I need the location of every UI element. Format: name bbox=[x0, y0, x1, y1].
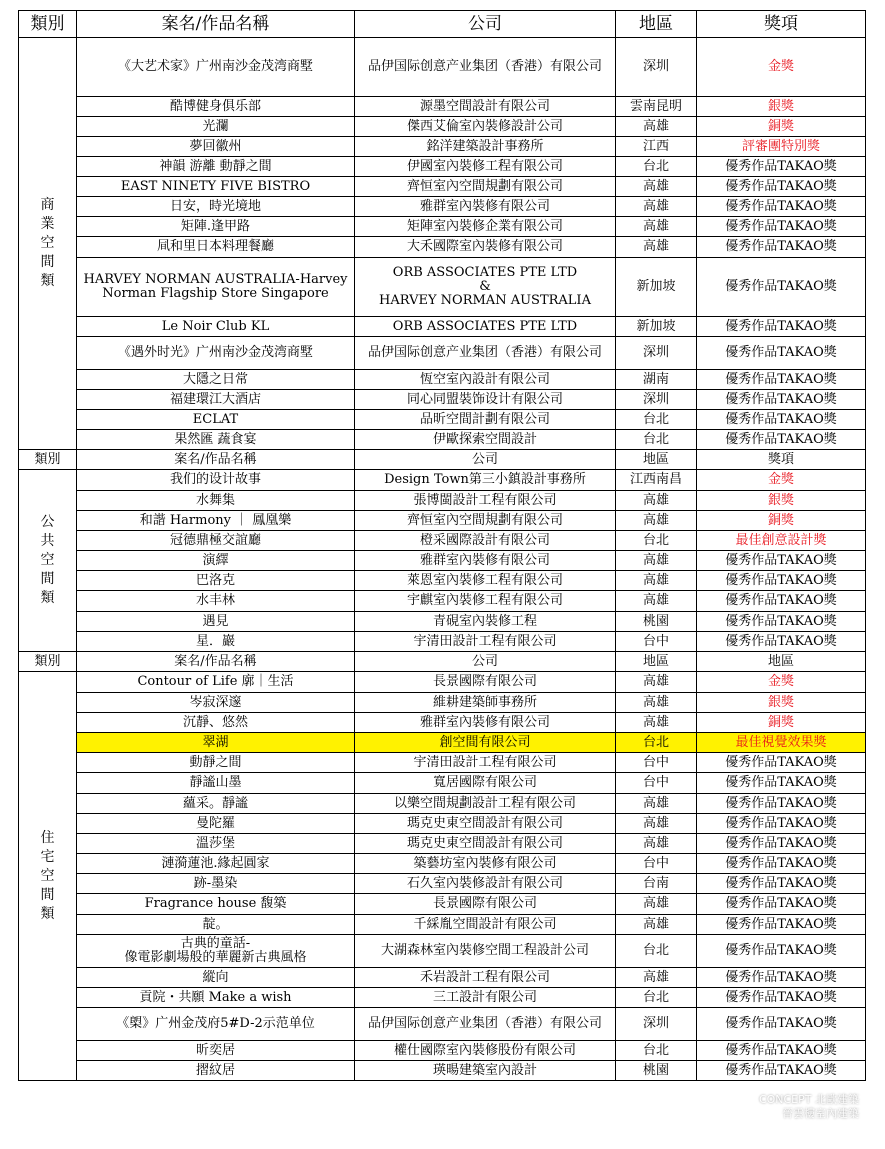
region-cell: 台中 bbox=[616, 632, 697, 652]
award-cell: 金獎 bbox=[697, 38, 866, 97]
region-cell: 新加坡 bbox=[616, 258, 697, 317]
region-cell: 台中 bbox=[616, 753, 697, 773]
company-cell: 瑛暘建築室內設計 bbox=[355, 1061, 616, 1081]
work-cell: 古典的童話- 像電影劇場般的華麗新古典風格 bbox=[77, 935, 355, 968]
table-row bbox=[19, 157, 866, 177]
award-cell: 優秀作品TAKAO獎 bbox=[697, 915, 866, 935]
table-row bbox=[19, 390, 866, 410]
table-row bbox=[19, 430, 866, 450]
award-cell: 優秀作品TAKAO獎 bbox=[697, 1041, 866, 1061]
work-cell: 縱向 bbox=[77, 968, 355, 988]
award-cell: 優秀作品TAKAO獎 bbox=[697, 773, 866, 794]
header-company: 公司 bbox=[355, 11, 616, 38]
work-cell: 岑寂深邃 bbox=[77, 693, 355, 713]
work-cell: 演繹 bbox=[77, 551, 355, 571]
table-body bbox=[19, 38, 866, 1081]
work-cell: 我们的设计故事 bbox=[77, 470, 355, 491]
work-cell: 遇見 bbox=[77, 612, 355, 632]
subheader-category: 類別 bbox=[19, 450, 77, 470]
region-cell: 高雄 bbox=[616, 693, 697, 713]
company-cell: 齊恒室內空間規劃有限公司 bbox=[355, 177, 616, 197]
award-cell: 銀獎 bbox=[697, 693, 866, 713]
table-row bbox=[19, 177, 866, 197]
header-region: 地區 bbox=[616, 11, 697, 38]
work-cell: 水丰林 bbox=[77, 591, 355, 612]
award-cell: 優秀作品TAKAO獎 bbox=[697, 1008, 866, 1041]
work-cell: 凬和里日本料理餐廳 bbox=[77, 237, 355, 258]
company-cell: 伊歐探索空間設計 bbox=[355, 430, 616, 450]
work-cell: 昕奕居 bbox=[77, 1041, 355, 1061]
company-cell: 三工設計有限公司 bbox=[355, 988, 616, 1008]
region-cell: 高雄 bbox=[616, 591, 697, 612]
region-cell: 新加坡 bbox=[616, 317, 697, 337]
watermark-line1: CONCEPT 北歐建築 bbox=[758, 1093, 859, 1106]
company-cell: 雅群室內裝修有限公司 bbox=[355, 713, 616, 733]
region-cell: 台北 bbox=[616, 531, 697, 551]
work-cell: 光瀾 bbox=[77, 117, 355, 137]
header-category: 類別 bbox=[19, 11, 77, 38]
company-cell: 品伊国际创意产业集团（香港）有限公司 bbox=[355, 337, 616, 370]
work-cell: 酷博健身俱乐部 bbox=[77, 97, 355, 117]
region-cell: 江西 bbox=[616, 137, 697, 157]
subheader-work: 案名/作品名稱 bbox=[77, 450, 355, 470]
company-cell: 恆空室內設計有限公司 bbox=[355, 370, 616, 390]
work-cell: Fragrance house 馥築 bbox=[77, 894, 355, 915]
work-cell: 沉靜、悠然 bbox=[77, 713, 355, 733]
work-cell: 星．巖 bbox=[77, 632, 355, 652]
company-cell: 宇麒室內裝修工程有限公司 bbox=[355, 591, 616, 612]
award-cell: 優秀作品TAKAO獎 bbox=[697, 337, 866, 370]
work-cell: 巴洛克 bbox=[77, 571, 355, 591]
work-cell: 《遇外时光》广州南沙金茂湾商墅 bbox=[77, 337, 355, 370]
company-cell: 宇清田設計工程有限公司 bbox=[355, 753, 616, 773]
region-cell: 高雄 bbox=[616, 834, 697, 854]
subheader-category: 類別 bbox=[19, 652, 77, 672]
work-cell: 漣漪蓮池.緣起圓家 bbox=[77, 854, 355, 874]
work-cell: 矩陣.逢甲路 bbox=[77, 217, 355, 237]
region-cell: 湖南 bbox=[616, 370, 697, 390]
region-cell: 台北 bbox=[616, 157, 697, 177]
region-cell: 台北 bbox=[616, 988, 697, 1008]
company-cell: 品伊国际创意产业集团（香港）有限公司 bbox=[355, 38, 616, 97]
work-cell: 蘊采。靜謐 bbox=[77, 794, 355, 814]
award-cell: 優秀作品TAKAO獎 bbox=[697, 217, 866, 237]
section-subheader-row bbox=[19, 450, 866, 470]
region-cell: 高雄 bbox=[616, 794, 697, 814]
award-cell: 優秀作品TAKAO獎 bbox=[697, 551, 866, 571]
award-cell: 優秀作品TAKAO獎 bbox=[697, 874, 866, 894]
table-row bbox=[19, 794, 866, 814]
award-cell: 優秀作品TAKAO獎 bbox=[697, 237, 866, 258]
company-cell: 維耕建築師事務所 bbox=[355, 693, 616, 713]
work-cell: ECLAT bbox=[77, 410, 355, 430]
company-cell: 長景國際有限公司 bbox=[355, 672, 616, 693]
region-cell: 高雄 bbox=[616, 713, 697, 733]
table-row bbox=[19, 410, 866, 430]
region-cell: 高雄 bbox=[616, 915, 697, 935]
work-cell: 摺紋居 bbox=[77, 1061, 355, 1081]
category-cell bbox=[19, 470, 77, 652]
subheader-company: 公司 bbox=[355, 652, 616, 672]
company-cell: 宇清田設計工程有限公司 bbox=[355, 632, 616, 652]
table-row bbox=[19, 337, 866, 370]
table-row bbox=[19, 814, 866, 834]
region-cell: 高雄 bbox=[616, 968, 697, 988]
company-cell: 同心同盟裝饰设计有限公司 bbox=[355, 390, 616, 410]
award-cell: 優秀作品TAKAO獎 bbox=[697, 894, 866, 915]
award-cell: 優秀作品TAKAO獎 bbox=[697, 370, 866, 390]
company-cell: 橙采國際設計有限公司 bbox=[355, 531, 616, 551]
table-row bbox=[19, 935, 866, 968]
subheader-region: 地區 bbox=[616, 450, 697, 470]
region-cell: 台北 bbox=[616, 430, 697, 450]
award-cell: 優秀作品TAKAO獎 bbox=[697, 834, 866, 854]
table-row bbox=[19, 773, 866, 794]
company-cell: 矩陣室內裝修企業有限公司 bbox=[355, 217, 616, 237]
company-cell: 齊恒室內空間規劃有限公司 bbox=[355, 511, 616, 531]
award-cell: 優秀作品TAKAO獎 bbox=[697, 197, 866, 217]
award-cell: 銅獎 bbox=[697, 713, 866, 733]
table-row bbox=[19, 968, 866, 988]
region-cell: 桃園 bbox=[616, 612, 697, 632]
table-row bbox=[19, 733, 866, 753]
table-row bbox=[19, 571, 866, 591]
table-row bbox=[19, 137, 866, 157]
region-cell: 台南 bbox=[616, 874, 697, 894]
company-cell: 萊恩室內裝修工程有限公司 bbox=[355, 571, 616, 591]
work-cell: HARVEY NORMAN AUSTRALIA-Harvey Norman Flagship Store Singapore bbox=[77, 258, 355, 317]
region-cell: 桃園 bbox=[616, 1061, 697, 1081]
subheader-work: 案名/作品名稱 bbox=[77, 652, 355, 672]
company-cell: 大湖森林室內裝修空間工程設計公司 bbox=[355, 935, 616, 968]
award-cell: 優秀作品TAKAO獎 bbox=[697, 317, 866, 337]
company-cell: 雅群室內裝修有限公司 bbox=[355, 551, 616, 571]
table-row bbox=[19, 317, 866, 337]
award-cell: 優秀作品TAKAO獎 bbox=[697, 753, 866, 773]
company-cell: 雅群室內裝修有限公司 bbox=[355, 197, 616, 217]
award-cell: 優秀作品TAKAO獎 bbox=[697, 410, 866, 430]
work-cell: 冠德鼎極交誼廳 bbox=[77, 531, 355, 551]
work-cell: 神韻 游離 動靜之間 bbox=[77, 157, 355, 177]
company-cell: 以樂空間規劃設計工程有限公司 bbox=[355, 794, 616, 814]
company-cell: 銘洋建築設計事務所 bbox=[355, 137, 616, 157]
table-row bbox=[19, 97, 866, 117]
table-row bbox=[19, 491, 866, 511]
work-cell: 《大艺术家》广州南沙金茂湾商墅 bbox=[77, 38, 355, 97]
watermark-line2: 晉雲樓室內建築 bbox=[782, 1107, 859, 1120]
company-cell: 張博閩設計工程有限公司 bbox=[355, 491, 616, 511]
award-cell: 優秀作品TAKAO獎 bbox=[697, 258, 866, 317]
company-cell: 青硯室內裝修工程 bbox=[355, 612, 616, 632]
award-cell: 優秀作品TAKAO獎 bbox=[697, 612, 866, 632]
company-cell: 創空間有限公司 bbox=[355, 733, 616, 753]
table-row bbox=[19, 988, 866, 1008]
table-row bbox=[19, 38, 866, 97]
table-row bbox=[19, 551, 866, 571]
award-cell: 優秀作品TAKAO獎 bbox=[697, 935, 866, 968]
region-cell: 深圳 bbox=[616, 1008, 697, 1041]
work-cell: 《㮾》广州金茂府5#D-2示范单位 bbox=[77, 1008, 355, 1041]
region-cell: 深圳 bbox=[616, 337, 697, 370]
work-cell: 貢院・共願 Make a wish bbox=[77, 988, 355, 1008]
work-cell: 溫莎堡 bbox=[77, 834, 355, 854]
table-row bbox=[19, 915, 866, 935]
company-cell: 權仕國際室內裝修股份有限公司 bbox=[355, 1041, 616, 1061]
company-cell: 石久室內裝修設計有限公司 bbox=[355, 874, 616, 894]
category-label: 商業空間類 bbox=[40, 197, 55, 289]
award-cell: 銅獎 bbox=[697, 117, 866, 137]
table-row bbox=[19, 753, 866, 773]
work-cell: 大隱之日常 bbox=[77, 370, 355, 390]
award-cell: 優秀作品TAKAO獎 bbox=[697, 177, 866, 197]
region-cell: 高雄 bbox=[616, 197, 697, 217]
company-cell: 築藝坊室內裝修有限公司 bbox=[355, 854, 616, 874]
work-cell: 靜謐山墨 bbox=[77, 773, 355, 794]
region-cell: 高雄 bbox=[616, 177, 697, 197]
award-cell: 最佳視覺效果獎 bbox=[697, 733, 866, 753]
company-cell: 寬居國際有限公司 bbox=[355, 773, 616, 794]
table-row bbox=[19, 874, 866, 894]
region-cell: 高雄 bbox=[616, 237, 697, 258]
subheader-region: 地區 bbox=[616, 652, 697, 672]
region-cell: 高雄 bbox=[616, 672, 697, 693]
region-cell: 高雄 bbox=[616, 491, 697, 511]
region-cell: 高雄 bbox=[616, 894, 697, 915]
work-cell: Contour of Life 廓｜生活 bbox=[77, 672, 355, 693]
table-row bbox=[19, 713, 866, 733]
company-cell: 千綵胤空間設計有限公司 bbox=[355, 915, 616, 935]
table-row bbox=[19, 217, 866, 237]
work-cell: Le Noir Club KL bbox=[77, 317, 355, 337]
category-label: 公共空間類 bbox=[40, 514, 55, 606]
table-row bbox=[19, 591, 866, 612]
header-award: 獎項 bbox=[697, 11, 866, 38]
awards-table bbox=[18, 10, 866, 1081]
table-row bbox=[19, 1008, 866, 1041]
category-cell bbox=[19, 672, 77, 1081]
region-cell: 高雄 bbox=[616, 551, 697, 571]
award-cell: 銅獎 bbox=[697, 511, 866, 531]
table-row bbox=[19, 511, 866, 531]
region-cell: 台北 bbox=[616, 1041, 697, 1061]
table-row bbox=[19, 1061, 866, 1081]
table-row bbox=[19, 237, 866, 258]
work-cell: 水舞集 bbox=[77, 491, 355, 511]
company-cell: 瑪克史東空間設計有限公司 bbox=[355, 834, 616, 854]
award-cell: 最佳創意設計獎 bbox=[697, 531, 866, 551]
table-row bbox=[19, 693, 866, 713]
region-cell: 台北 bbox=[616, 935, 697, 968]
company-cell: 瑪克史東空間設計有限公司 bbox=[355, 814, 616, 834]
company-cell: 伊國室內裝修工程有限公司 bbox=[355, 157, 616, 177]
award-cell: 優秀作品TAKAO獎 bbox=[697, 632, 866, 652]
company-cell: 大禾國際室內裝修有限公司 bbox=[355, 237, 616, 258]
work-cell: 福建環江大酒店 bbox=[77, 390, 355, 410]
award-cell: 金獎 bbox=[697, 470, 866, 491]
subheader-award: 獎項 bbox=[697, 450, 866, 470]
award-cell: 金獎 bbox=[697, 672, 866, 693]
award-cell: 優秀作品TAKAO獎 bbox=[697, 430, 866, 450]
table-row bbox=[19, 834, 866, 854]
table-row bbox=[19, 531, 866, 551]
award-cell: 優秀作品TAKAO獎 bbox=[697, 794, 866, 814]
region-cell: 深圳 bbox=[616, 38, 697, 97]
company-cell: 長景國際有限公司 bbox=[355, 894, 616, 915]
company-cell: 品昕空間計劃有限公司 bbox=[355, 410, 616, 430]
region-cell: 台中 bbox=[616, 854, 697, 874]
category-label: 住宅空間類 bbox=[40, 829, 55, 922]
subheader-company: 公司 bbox=[355, 450, 616, 470]
watermark-logo bbox=[689, 1093, 859, 1131]
award-cell: 優秀作品TAKAO獎 bbox=[697, 814, 866, 834]
region-cell: 高雄 bbox=[616, 217, 697, 237]
region-cell: 江西南昌 bbox=[616, 470, 697, 491]
region-cell: 雲南昆明 bbox=[616, 97, 697, 117]
work-cell: 日安，時光境地 bbox=[77, 197, 355, 217]
award-cell: 優秀作品TAKAO獎 bbox=[697, 591, 866, 612]
company-cell: ORB ASSOCIATES PTE LTD bbox=[355, 317, 616, 337]
award-cell: 優秀作品TAKAO獎 bbox=[697, 968, 866, 988]
table-row bbox=[19, 1041, 866, 1061]
region-cell: 台北 bbox=[616, 410, 697, 430]
table-row bbox=[19, 854, 866, 874]
work-cell: 靛。 bbox=[77, 915, 355, 935]
company-cell: 源墨空間設計有限公司 bbox=[355, 97, 616, 117]
award-cell: 銀獎 bbox=[697, 97, 866, 117]
region-cell: 高雄 bbox=[616, 814, 697, 834]
table-header-row bbox=[19, 11, 866, 38]
work-cell: 果然匯 蔬食宴 bbox=[77, 430, 355, 450]
table-row bbox=[19, 672, 866, 693]
subheader-award: 地區 bbox=[697, 652, 866, 672]
work-cell: EAST NINETY FIVE BISTRO bbox=[77, 177, 355, 197]
award-cell: 優秀作品TAKAO獎 bbox=[697, 854, 866, 874]
table-row bbox=[19, 117, 866, 137]
region-cell: 台北 bbox=[616, 733, 697, 753]
section-subheader-row bbox=[19, 652, 866, 672]
table-row bbox=[19, 612, 866, 632]
header-work: 案名/作品名稱 bbox=[77, 11, 355, 38]
table-row bbox=[19, 894, 866, 915]
award-cell: 銀獎 bbox=[697, 491, 866, 511]
category-cell bbox=[19, 38, 77, 450]
region-cell: 高雄 bbox=[616, 117, 697, 137]
region-cell: 高雄 bbox=[616, 571, 697, 591]
company-cell: Design Town第三小鎮設計事務所 bbox=[355, 470, 616, 491]
award-cell: 優秀作品TAKAO獎 bbox=[697, 1061, 866, 1081]
company-cell: 品伊国际创意产业集团（香港）有限公司 bbox=[355, 1008, 616, 1041]
work-cell: 翠湖 bbox=[77, 733, 355, 753]
table-row bbox=[19, 632, 866, 652]
company-cell: 傑西艾倫室內裝修設計公司 bbox=[355, 117, 616, 137]
company-cell: 禾岩設計工程有限公司 bbox=[355, 968, 616, 988]
work-cell: 和諧 Harmony ｜ 鳳凰樂 bbox=[77, 511, 355, 531]
company-cell: ORB ASSOCIATES PTE LTD & HARVEY NORMAN AUSTRALIA bbox=[355, 258, 616, 317]
table-row bbox=[19, 258, 866, 317]
region-cell: 台中 bbox=[616, 773, 697, 794]
award-cell: 優秀作品TAKAO獎 bbox=[697, 157, 866, 177]
award-cell: 優秀作品TAKAO獎 bbox=[697, 988, 866, 1008]
award-cell: 評審團特別獎 bbox=[697, 137, 866, 157]
work-cell: 曼陀羅 bbox=[77, 814, 355, 834]
table-row bbox=[19, 470, 866, 491]
region-cell: 深圳 bbox=[616, 390, 697, 410]
table-row bbox=[19, 197, 866, 217]
award-cell: 優秀作品TAKAO獎 bbox=[697, 571, 866, 591]
work-cell: 夢回徽州 bbox=[77, 137, 355, 157]
work-cell: 跡-墨染 bbox=[77, 874, 355, 894]
region-cell: 高雄 bbox=[616, 511, 697, 531]
work-cell: 動靜之間 bbox=[77, 753, 355, 773]
table-row bbox=[19, 370, 866, 390]
award-cell: 優秀作品TAKAO獎 bbox=[697, 390, 866, 410]
